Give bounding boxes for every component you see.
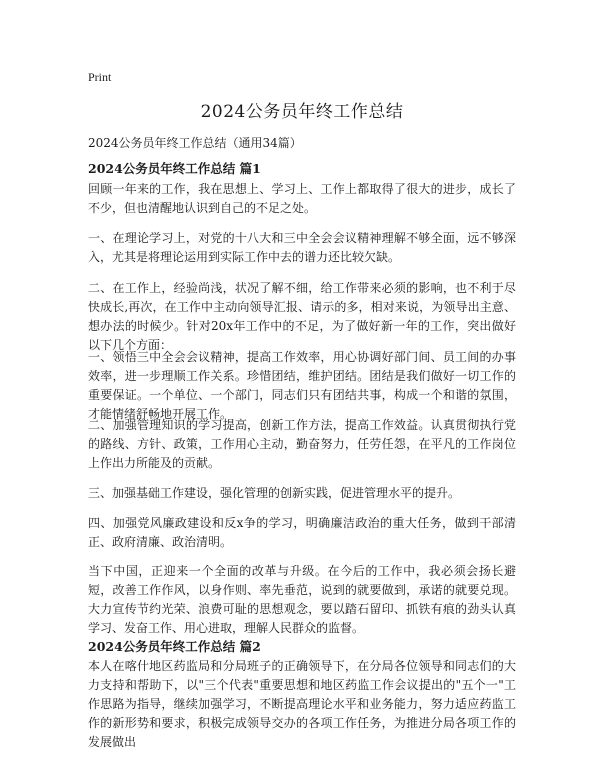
paragraph: 一、领悟三中全会会议精神，提高工作效率，用心协调好部门间、员工间的办事效率，进一步理顺工作关系。珍惜团结，维护团结。团结是我们做好一切工作的重要保证。一个单位、一个部门，同志们只有团结共事，构成一个和谐的氛围，才能情绪舒畅地开展工作。	[88, 350, 516, 421]
paragraph: 四、加强党风廉政建设和反x争的学习，明确廉洁政治的重大任务，做到干部清正、政府清廉、政治清明。	[88, 516, 516, 549]
paragraph: 本人在喀什地区药监局和分局班子的正确领导下，在分局各位领导和同志们的大力支持和帮助下，以"三个代表"重要思想和地区药监工作会议提出的"五个一"工作思路为指导，继续加强学习，不断提高理论水平和业务能力，努力适应药监工作的新形势和要求，积极完成领导交办的各项工作任务，为推进分局各项工作的发展做出	[88, 659, 516, 749]
document-subtitle: 2024公务员年终工作总结（通用34篇）	[88, 136, 302, 150]
print-link[interactable]: Print	[88, 70, 112, 84]
paragraph: 回顾一年来的工作，我在思想上、学习上、工作上都取得了很大的进步，成长了不少，但也清醒地认识到自己的不足之处。	[88, 182, 516, 215]
paragraph: 二、在工作上，经验尚浅，状况了解不细，给工作带来必须的影响，也不利于尽快成长,再次，在工作中主动向领导汇报、请示的多，相对来说，为领导出主意、想办法的时候少。针对20x年工作中的不足，为了做好新一年的工作，突出做好以下几个方面：	[88, 281, 516, 352]
paragraph: 一、在理论学习上，对党的十八大和三中全会会议精神理解不够全面，远不够深入，尤其是将理论运用到实际工作中去的谱力还比较欠缺。	[88, 231, 516, 264]
page-title: 2024公务员年终工作总结	[200, 102, 404, 122]
section-heading: 2024公务员年终工作总结 篇1	[88, 161, 261, 176]
section-heading: 2024公务员年终工作总结 篇2	[88, 639, 261, 654]
paragraph: 二、加强管理知识的学习提高，创新工作方法，提高工作效益。认真贯彻执行党的路线、方针、政策，工作用心主动，勤奋努力，任劳任怨，在平凡的工作岗位上作出力所能及的贡献。	[88, 418, 516, 470]
paragraph: 当下中国，正迎来一个全面的改革与升级。在今后的工作中，我必须会扬长避短，改善工作作风，以身作则、率先垂范，说到的就要做到，承诺的就要兑现。大力宣传节约光荣、浪费可耻的思想观念，要以踏石留印、抓铁有痕的劲头认真学习、发奋工作、用心进取，理解人民群众的监督。	[88, 564, 516, 635]
paragraph: 三、加强基础工作建设，强化管理的创新实践，促进管理水平的提升。	[88, 486, 461, 500]
